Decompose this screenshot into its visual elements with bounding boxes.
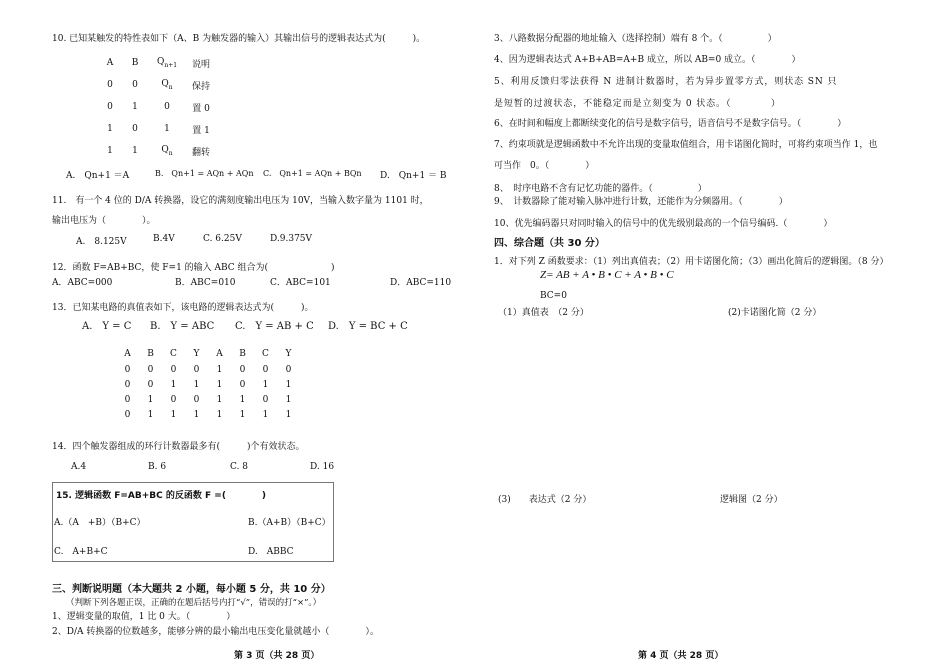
q10-characteristic-table [98, 52, 216, 162]
section-4-title: 四、综合题（共 30 分） [494, 238, 605, 249]
q11-option-c: C. 6.25V [203, 234, 242, 244]
q13-stem: 13．已知某电路的真值表如下，该电路的逻辑表达式为( )。 [52, 303, 314, 313]
judge-item-5-line1: 5、利用反馈归零法获得 N 进制计数器时，若为异步置零方式，则状态 SN 只 [494, 77, 838, 87]
table-header: Y [285, 348, 292, 359]
table-row: 0 0 $Q_n$ 保持 [107, 79, 210, 92]
table-header: C [170, 348, 177, 359]
q14-option-d: D. 16 [310, 462, 335, 472]
q15-option-b: B.（A+B）（B+C） [248, 518, 331, 528]
q12-option-d: D．ABC=110 [390, 278, 452, 288]
judge-item-4: 4、因为逻辑表达式 A+B+AB=A+B 成立，所以 AB=0 成立。（ ） [494, 55, 801, 65]
q11-line1: 11. 有一个 4 位的 D/A 转换器，设它的满刻度输出电压为 10V，当输入数字量为 1101 时， [52, 196, 429, 206]
table-row: 0 1 1 1 1 1 1 1 [124, 409, 292, 420]
judge-item-7-line2: 可当作 0。（ ） [494, 161, 595, 171]
table-header: B [239, 348, 246, 359]
q13-option-a: A. Y = C [82, 321, 132, 332]
q15-stem: 15. 逻辑函数 F=AB+BC 的反函数 F =( ) [56, 491, 267, 501]
table-row: 0 0 1 1 1 0 1 1 [124, 379, 292, 390]
sub-logic-diagram: 逻辑图（2 分） [720, 495, 783, 505]
table-row: 1 0 1 置 1 [107, 124, 210, 136]
page-footer-4: 第 4 页（共 28 页） [638, 651, 724, 661]
judge-item-2: 2、D/A 转换器的位数越多，能够分辨的最小输出电压变化量就越小（ ）。 [52, 627, 379, 637]
table-header: A [124, 348, 131, 359]
judge-item-9: 9、 计数器除了能对输入脉冲进行计数，还能作为分频器用。（ ） [494, 197, 788, 207]
judge-item-7-line1: 7、约束项就是逻辑函数中不允许出现的变量取值组合，用卡诺图化简时，可将约束项当作 1，也 [494, 140, 878, 150]
judge-item-5-line2: 是短暂的过渡状态，不能稳定而是立刻变为 0 状态。（ ） [494, 99, 781, 109]
q12-option-c: C．ABC=101 [270, 278, 331, 288]
q14-stem: 14．四个触发器组成的环行计数器最多有( )个有效状态。 [52, 442, 305, 452]
judge-item-6: 6、在时间和幅度上都断续变化的信号是数字信号，语音信号不是数字信号。（ ） [494, 119, 847, 129]
sub-karnaugh: (2)卡诺图化简（2 分） [728, 308, 822, 318]
table-row: 0 0 0 0 1 0 0 0 [124, 364, 292, 375]
table-header: 说明 [191, 59, 210, 70]
z-formula: Z= AB + A • B • C + A • B • C [540, 269, 674, 281]
q13-option-c: C. Y = AB + C [235, 321, 314, 332]
sub-expression: (3) 表达式（2 分） [498, 495, 592, 505]
judge-item-10: 10、优先编码器只对同时输入的信号中的优先级别最高的一个信号编码.（ ） [494, 219, 833, 229]
q10-option-b: B. Qn+1 = AQn + AQn [155, 169, 254, 178]
q12-option-a: A．ABC=000 [52, 278, 113, 288]
table-header: Y [193, 348, 200, 359]
q15-option-d: D. ABBC [248, 547, 294, 557]
judge-item-8: 8、 时序电路不含有记忆功能的器件。（ ） [494, 184, 707, 194]
judge-item-3: 3、八路数据分配器的地址输入（选择控制）端有 8 个。（ ） [494, 34, 777, 44]
q14-option-a: A.4 [71, 462, 87, 472]
sub-truth-table: （1）真值表 （2 分） [498, 308, 589, 318]
q11-option-d: D.9.375V [270, 234, 313, 244]
q11-option-b: B.4V [153, 234, 175, 244]
judge-item-1: 1、逻辑变量的取值，1 比 0 大。（ ） [52, 612, 236, 622]
constraint-text: BC=0 [540, 291, 567, 301]
q13-option-d: D. Y = BC + C [328, 321, 408, 332]
page-footer-3: 第 3 页（共 28 页） [234, 651, 320, 661]
table-header: C [262, 348, 269, 359]
table-header: $Q_{n+1}$ [156, 57, 178, 69]
q10-stem: 10. 已知某触发的特性表如下（A、B 为触发器的输入）其输出信号的逻辑表达式为( )。 [52, 34, 426, 44]
section-3-title: 三、判断说明题（本大题共 2 小题，每小题 5 分，共 10 分） [52, 584, 331, 595]
q13-truth-table [116, 345, 300, 422]
q14-option-c: C. 8 [230, 462, 249, 472]
table-header: A [106, 58, 114, 68]
section-3-instruction: （判断下列各题正误，正确的在题后括号内打“√”，错误的打“×”。） [66, 598, 322, 608]
q11-line2: 输出电压为（ ）。 [52, 216, 156, 226]
q14-option-b: B. 6 [148, 462, 167, 472]
q15-option-a: A.（A +B）（B+C） [54, 518, 146, 528]
q12-stem: 12．函数 F=AB+BC，使 F=1 的输入 ABC 组合为( ) [52, 263, 335, 273]
q10-option-a: A. Qn+1 ＝A [66, 171, 130, 181]
table-header: B [131, 58, 139, 68]
table-row: 0 1 0 0 1 1 0 1 [124, 394, 292, 405]
section-4-q1: 1．对下列 Z 函数要求：（1）列出真值表；（2）用卡诺图化简；（3）画出化简后的逻辑图。（8 分） [494, 257, 889, 267]
q15-option-c: C. A+B+C [54, 547, 108, 557]
table-row: 1 1 $Q_n$ 翻转 [107, 145, 210, 158]
q12-option-b: B．ABC=010 [175, 278, 236, 288]
q10-option-d: D. Qn+1 ＝ B [380, 171, 447, 181]
table-row: 0 1 0 置 0 [107, 102, 210, 114]
table-header: A [216, 348, 223, 359]
q11-option-a: A. 8.125V [76, 237, 127, 247]
q10-option-c: C. Qn+1 = AQn + BQn [263, 169, 362, 178]
q13-option-b: B. Y = ABC [150, 321, 215, 332]
table-header: B [147, 348, 154, 359]
